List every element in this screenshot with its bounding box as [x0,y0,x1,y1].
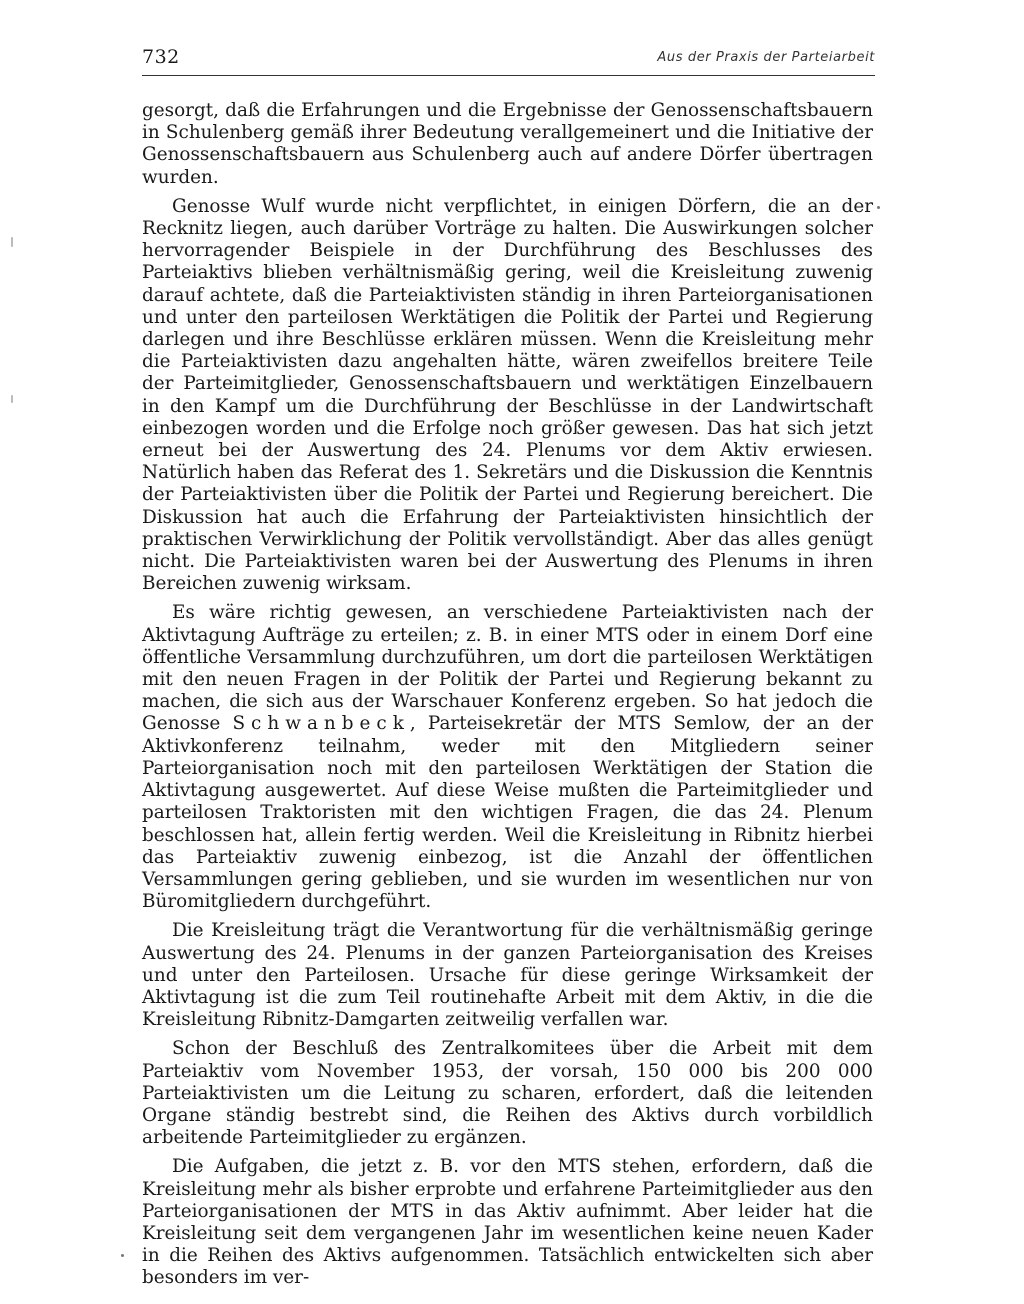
body-text [142,100,873,1297]
scan-speck [877,206,880,209]
scan-edge-mark [11,237,13,247]
scan-speck [121,1254,124,1257]
page-header [142,46,875,76]
spaced-name: Schwanbeck [232,713,410,735]
paragraph-4: Die Kreisleitung trägt die Verantwortung für die verhältnismäßig geringe Auswertung des 24. Plenums in der ganzen Parteiorganisation des Kreises und unter den Parteilosen. Ursache für diese geringe Wirksamkeit der Aktivtagung ist die zum Teil routinehafte Arbeit mit dem Aktiv, in die die Kreisleitung Ribnitz-Damgarten zeitweilig verfallen war. [142,920,873,1031]
paragraph-1: gesorgt, daß die Erfahrungen und die Ergebnisse der Genossenschaftsbauern in Schulenberg gemäß ihrer Bedeutung verallgemeinert und die Initiative der Genossenschaftsbauern aus Schulenberg auch auf andere Dörfer übertragen wurden. [142,100,873,188]
paragraph-6: Die Aufgaben, die jetzt z. B. vor den MTS stehen, erfordern, daß die Kreisleitung mehr als bisher erprobte und erfahrene Parteimitglieder aus den Parteiorganisationen der MTS in das Aktiv aufnimmt. Aber leider hat die Kreisleitung seit dem vergangenen Jahr im wesentlichen keine neuen Kader in die Reihen des Aktivs aufgenommen. Tatsächlich entwickelten sich aber besonders im ver- [142,1156,873,1289]
paragraph-3-text-before: Es wäre richtig gewesen, an verschiedene Parteiaktivisten nach der Aktivtagung Aufträge zu erteilen; z. B. in einer MTS oder in einem Dorf eine öffentliche Versammlung durchzuführen, um dort die parteilosen Werktätigen mit den neuen Fragen in der Politik der Partei und Regierung bekannt zu machen, die sich aus der Warschauer Konferenz ergeben. So hat jedoch die Genosse [142,602,873,735]
paragraph-5: Schon der Beschluß des Zentralkomitees über die Arbeit mit dem Parteiaktiv vom November 1953, der vorsah, 150 000 bis 200 000 Parteiaktivisten um die Leitung zu scharen, erfordert, daß die leitenden Organe ständig bestrebt sind, die Reihen des Aktivs durch vorbildlich arbeitende Parteimitglieder zu ergänzen. [142,1038,873,1149]
running-head: Aus der Praxis der Parteiarbeit [657,50,875,65]
scan-edge-mark [11,395,13,403]
paragraph-3 [142,602,873,913]
page-number: 732 [142,46,180,68]
paragraph-2: Genosse Wulf wurde nicht verpflichtet, in einigen Dörfern, die an der Recknitz liegen, auch darüber Vorträge zu halten. Die Auswirkungen solcher hervorragender Beispiele in der Durchführung des Beschlusses des Parteiaktivs blieben verhältnismäßig gering, weil die Kreisleitung zuwenig darauf achtete, daß die Parteiaktivisten ständig in ihren Parteiorganisationen und unter den parteilosen Werktätigen die Politik der Partei und Regierung darlegen und ihre Beschlüsse erklären müssen. Wenn die Kreisleitung mehr die Parteiaktivisten dazu angehalten hätte, wären zweifellos breitere Teile der Parteimitglieder, Genossenschaftsbauern und werktätigen Einzelbauern in den Kampf um die Durchführung der Beschlüsse in der Landwirtschaft einbezogen worden und die Erfolge noch größer gewesen. Das hat sich jetzt erneut bei der Auswertung des 24. Plenums vor dem Aktiv erwiesen. Natürlich haben das Referat des 1. Sekretärs und die Diskussion die Kenntnis der Parteiaktivisten über die Politik der Partei und Regierung bereichert. Die Diskussion hat auch die Erfahrung der Parteiaktivisten hinsichtlich der praktischen Verwirklichung der Politik vervollständigt. Aber das alles genügt nicht. Die Parteiaktivisten waren bei der Auswertung des Plenums in ihren Bereichen zuwenig wirksam. [142,195,873,595]
header-rule [142,75,875,76]
paragraph-3-text-after: , Parteisekretär der MTS Semlow, der an der Aktivkonferenz teilnahm, weder mit den Mitgliedern seiner Parteiorganisation noch mit den parteilosen Werktätigen der Station die Aktivtagung ausgewertet. Auf diese Weise mußten die Parteimitglieder und parteilosen Traktoristen mit den wichtigen Fragen, die das 24. Plenum beschlossen hat, allein fertig werden. Weil die Kreisleitung in Ribnitz hierbei das Parteiaktiv zuwenig einbezog, ist die Anzahl der öffentlichen Versammlungen gering geblieben, und sie wurden im wesentlichen nur von Büromitgliedern durchgeführt. [142,713,873,913]
